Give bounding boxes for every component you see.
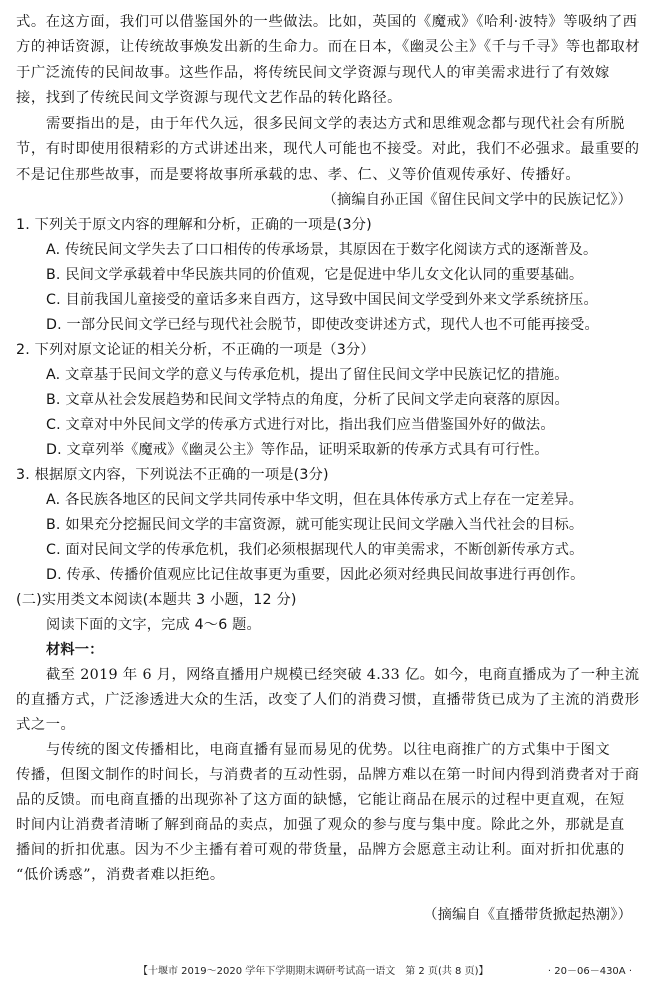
material-line: 时间内让消费者清晰了解到商品的卖点，加强了观众的参与度与集中度。除此之外，那就是直 [16, 817, 625, 833]
material-line: 品的反馈。而电商直播的出现弥补了这方面的缺憾，它能让商品在展示的过程中更直观，在短 [16, 792, 625, 808]
passage-line: 式。在这方面，我们可以借鉴国外的一些做法。比如，英国的《魔戒》《哈利·波特》等吸纳了西 [16, 14, 638, 30]
answer-option: A. 传统民间文学失去了口口相传的传承场景，其原因在于数字化阅读方式的逐渐普及。 [46, 242, 598, 258]
answer-option: C. 文章对中外民间文学的传承方式进行对比，指出我们应当借鉴国外好的做法。 [46, 417, 555, 433]
material-line: 式之一。 [16, 717, 76, 733]
passage-line: 方的神话资源，让传统故事焕发出新的生命力。而在日本，《幽灵公主》《千与千寻》等也都取材 [16, 39, 640, 55]
answer-option: D. 一部分民间文学已经与现代社会脱节，即使改变讲述方式，现代人也不可能再接受。 [46, 317, 599, 333]
passage-line: 需要指出的是，由于年代久远，很多民间文学的表达方式和思维观念都与现代社会有所脱 [46, 116, 626, 132]
passage-line: 接，找到了传统民间文学资源与现代文艺作品的转化路径。 [16, 90, 403, 106]
passage-line: 节，有时即使用很精彩的方式讲述出来，现代人可能也不接受。对此，我们不必强求。最重要的 [16, 141, 640, 157]
footer-code: · 20－06－430A · [547, 966, 632, 977]
answer-option: A. 文章基于民间文学的意义与传承危机，提出了留住民间文学中民族记忆的措施。 [46, 367, 569, 383]
answer-option: D. 文章列举《魔戒》《幽灵公主》等作品，证明采取新的传承方式具有可行性。 [46, 442, 549, 458]
material-line: 与传统的图文传播相比，电商直播有显而易见的优势。以往电商推广的方式集中于图文 [46, 742, 611, 758]
material-source: （摘编自《直播带货掀起热潮》） [423, 907, 632, 923]
material-line: 播间的折扣优惠。因为不少主播有着可观的带货量，品牌方会愿意主动让利。面对折扣优惠的 [16, 842, 625, 858]
material-line: “低价诱惑”，消费者难以拒绝。 [16, 867, 225, 883]
question-stem: 1. 下列关于原文内容的理解和分析，正确的一项是(3分) [16, 217, 372, 233]
page-footer [0, 962, 652, 980]
section-heading: (二)实用类文本阅读(本题共 3 小题，12 分) [16, 592, 297, 608]
material-line: 的直播方式，广泛渗透进大众的生活，改变了人们的消费习惯，直播带货已成为了主流的消费形 [16, 692, 640, 708]
answer-option: D. 传承、传播价值观应比记住故事更为重要，因此必须对经典民间故事进行再创作。 [46, 567, 585, 583]
passage-line: 于广泛流传的民间故事。这些作品，将传统民间文学资源与现代人的审美需求进行了有效嫁 [16, 65, 610, 81]
answer-option: B. 民间文学承载着中华民族共同的价值观，它是促进中华儿女文化认同的重要基础。 [46, 267, 584, 283]
answer-option: C. 面对民间文学的传承危机，我们必须根据现代人的审美需求，不断创新传承方式。 [46, 542, 584, 558]
passage-line: 不是记住那些故事，而是要将故事所承载的忠、孝、仁、义等价值观传承好、传播好。 [16, 167, 581, 183]
material-line: 传播，但图文制作的时间长，与消费者的互动性弱，品牌方难以在第一时间内得到消费者对于商 [16, 767, 640, 783]
source-citation: （摘编自孙正国《留住民间文学中的民族记忆》） [322, 192, 632, 208]
section-instruction: 阅读下面的文字，完成 4～6 题。 [46, 617, 261, 633]
answer-option: B. 文章从社会发展趋势和民间文学特点的角度，分析了民间文学走向衰落的原因。 [46, 392, 569, 408]
question-stem: 3. 根据原文内容，下列说法不正确的一项是(3分) [16, 467, 329, 483]
answer-option: C. 目前我国儿童接受的童话多来自西方，这导致中国民间文学受到外来文学系统挤压。 [46, 292, 598, 308]
answer-option: A. 各民族各地区的民间文学共同传承中华文明，但在具体传承方式上存在一定差异。 [46, 492, 584, 508]
material-label: 材料一： [46, 642, 104, 658]
question-stem: 2. 下列对原文论证的相关分析，不正确的一项是（3分） [16, 342, 375, 358]
answer-option: B. 如果充分挖掘民间文学的丰富资源，就可能实现让民间文学融入当代社会的目标。 [46, 517, 584, 533]
footer-left: 【十堰市 2019～2020 学年下学期期末调研考试高一语文 第 2 页(共 8 页)】 [138, 966, 489, 977]
material-line: 截至 2019 年 6 月，网络直播用户规模已经突破 4.33 亿。如今，电商直播成为了一种主流 [46, 667, 640, 683]
